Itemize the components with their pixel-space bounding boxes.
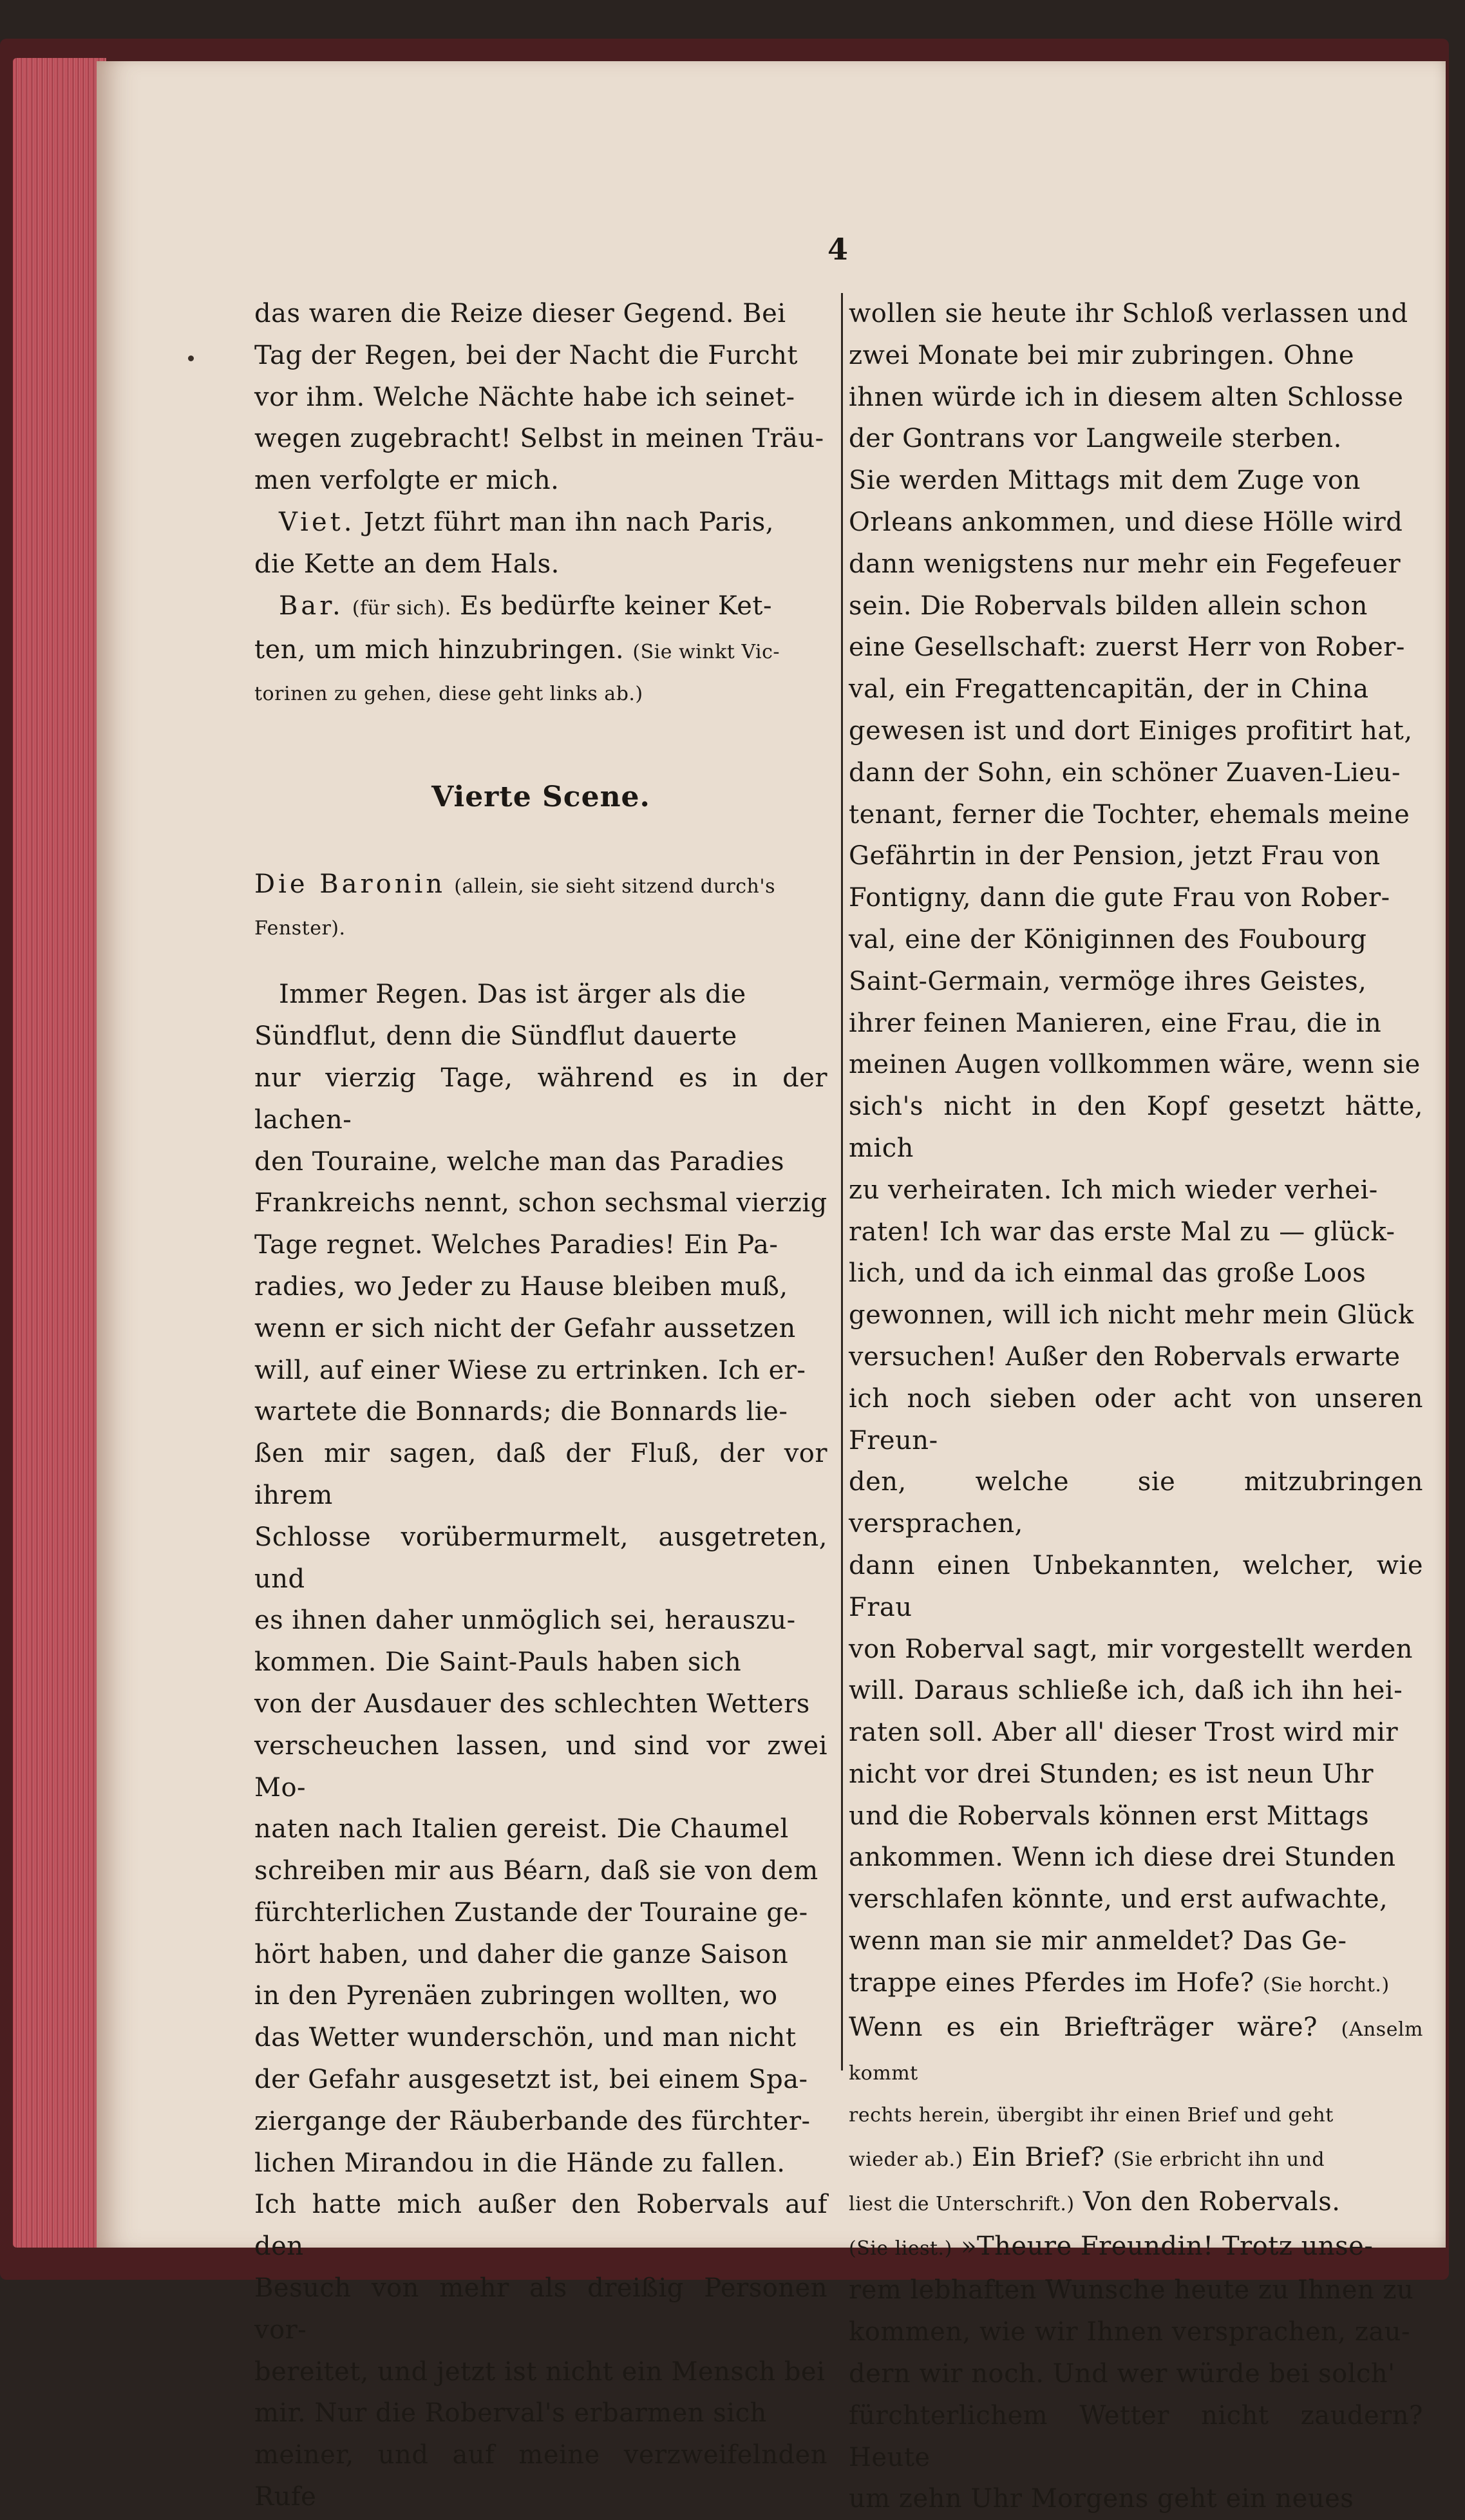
text-line: den Touraine, welche man das Paradies (254, 1146, 785, 1177)
page-number: 4 (827, 232, 849, 267)
text-line: fürchterlichen Zustande der Touraine ge- (254, 1897, 808, 1928)
text-line: wenn man sie mir anmeldet? Das Ge- (849, 1926, 1347, 1956)
text-line: eine Gesellschaft: zuerst Herr von Rober- (849, 632, 1405, 663)
text-line: vor ihm. Welche Nächte habe ich seinet- (254, 382, 795, 412)
text-line: sein. Die Robervals bilden allein schon (849, 591, 1368, 621)
dialogue-text: Wenn es ein Briefträger wäre? (849, 2012, 1318, 2042)
text-line: Immer Regen. Das ist ärger als die (279, 980, 746, 1010)
text-line: dern wir noch. Und wer würde bei solch' (849, 2359, 1395, 2389)
left-column (254, 293, 827, 2518)
text-line: verschlafen könnte, und erst aufwachte, (849, 1884, 1388, 1915)
text-line: zu verheiraten. Ich mich wieder verhei- (849, 1175, 1378, 1205)
mixed-line (849, 1962, 1423, 2007)
stage-direction: (Sie erbricht ihn und (1113, 2148, 1325, 2172)
text-line: der Gontrans vor Langweile sterben. (849, 424, 1342, 454)
text-line: nicht vor drei Stunden; es ist neun Uhr (849, 1759, 1374, 1789)
text-line: den, welche sie mitzubringen versprachen, (849, 1467, 1423, 1539)
stage-direction: (Sie horcht.) (1262, 1973, 1390, 1996)
text-line: das Wetter wunderschön, und man nicht (254, 2023, 797, 2053)
text-line: ihrer feinen Manieren, eine Frau, die in (849, 1008, 1382, 1038)
dialogue-line (254, 502, 827, 544)
text-line: Ich hatte mich außer den Robervals auf den (254, 2190, 827, 2262)
dialogue-line (254, 585, 827, 630)
text-line: wollen sie heute ihr Schloß verlassen und (849, 299, 1408, 328)
text-line: ankommen. Wenn ich diese drei Stunden (849, 1843, 1396, 1873)
text-line: rem lebhaften Wunsche heute zu Ihnen zu (849, 2275, 1414, 2306)
text-line: Fontigny, dann die gute Frau von Rober- (849, 883, 1390, 913)
text-line: ziergange der Räuberbande des fürchter- (254, 2106, 811, 2136)
dialogue-text: Es bedürfte keiner Ket- (459, 591, 772, 621)
mixed-line (849, 2137, 1423, 2181)
mixed-line (849, 2181, 1423, 2226)
text-line: in den Pyrenäen zubringen wollten, wo (254, 1981, 778, 2011)
right-column (849, 293, 1423, 2520)
text-line: die Kette an dem Hals. (254, 549, 560, 579)
dialogue-line (254, 629, 827, 674)
text-line: wegen zugebracht! Selbst in meinen Träu- (254, 424, 824, 454)
mixed-line (849, 2007, 1423, 2096)
text-line: tenant, ferner die Tochter, ehemals meine (849, 799, 1410, 829)
scene-title: Vierte Scene. (431, 780, 650, 813)
text-line: raten soll. Aber all' dieser Trost wird mir (849, 1718, 1399, 1748)
text-line: von der Ausdauer des schlechten Wetters (254, 1689, 810, 1719)
dialogue-text: trappe eines Pferdes im Hofe? (849, 1967, 1254, 1998)
text-line: wenn er sich nicht der Gefahr aussetzen (254, 1313, 796, 1343)
margin-mark (188, 355, 194, 361)
stage-direction: liest die Unterschrift.) (849, 2192, 1075, 2215)
text-line: hört haben, und daher die ganze Saison (254, 1939, 789, 1969)
dialogue-text: »Theure Freundin! Trotz unse- (961, 2231, 1374, 2261)
text-line: gewesen ist und dort Einiges profitirt hat, (849, 715, 1413, 746)
text-line: fürchterlichem Wetter nicht zaudern? Heute (849, 2400, 1423, 2472)
text-line: will, auf einer Wiese zu ertrinken. Ich er- (254, 1355, 806, 1385)
text-line: bereitet, und jetzt ist nicht ein Mensch bei (254, 2356, 826, 2387)
text-line: will. Daraus schließe ich, daß ich ihn hei- (849, 1676, 1403, 1706)
speaker-line (254, 864, 827, 908)
text-line: raten! Ich war das erste Mal zu — glück- (849, 1217, 1395, 1247)
text-line: nur vierzig Tage, während es in der lachen- (254, 1063, 827, 1135)
text-line: verscheuchen lassen, und sind vor zwei Mo- (254, 1730, 827, 1803)
text-line: wartete die Bonnards; die Bonnards lie- (254, 1397, 788, 1427)
speaker-name: Viet. (279, 507, 355, 537)
text-line: um zehn Uhr Morgens geht ein neues (849, 2484, 1354, 2514)
text-line: lichen Mirandou in die Hände zu fallen. (254, 2148, 786, 2178)
stage-direction: (Anselm kommt (849, 2018, 1423, 2085)
stage-direction: Fenster). (254, 916, 346, 940)
text-line: dann der Sohn, ein schöner Zuaven-Lieu- (849, 757, 1401, 788)
dialogue-text: Ein Brief? (971, 2143, 1105, 2173)
text-line: val, eine der Königinnen des Foubourg (849, 924, 1367, 954)
text-line: sich's nicht in den Kopf gesetzt hätte, mich (849, 1092, 1423, 1163)
text-line: dann einen Unbekannten, welcher, wie Frau (849, 1550, 1423, 1622)
text-line: Orleans ankommen, und diese Hölle wird (849, 507, 1403, 537)
text-line: dann wenigstens nur mehr ein Fegefeuer (849, 549, 1401, 579)
text-line: Gefährtin in der Pension, jetzt Frau von (849, 841, 1381, 871)
stage-direction: wieder ab.) (849, 2148, 963, 2172)
stage-direction: torinen zu gehen, diese geht links ab.) (254, 683, 643, 706)
text-line: meinen Augen vollkommen wäre, wenn sie (849, 1050, 1421, 1080)
text-line: von Roberval sagt, mir vorgestellt werden (849, 1634, 1413, 1664)
dialogue-text: ten, um mich hinzubringen. (254, 635, 625, 665)
text-line: lich, und da ich einmal das große Loos (849, 1258, 1366, 1289)
mixed-line (849, 2226, 1423, 2270)
text-line: mir. Nur die Roberval's erbarmen sich (254, 2398, 767, 2429)
column-divider (841, 293, 843, 2070)
text-line: der Gefahr ausgesetzt ist, bei einem Spa- (254, 2065, 808, 2095)
text-line: ich noch sieben oder acht von unseren Freun- (849, 1383, 1423, 1455)
text-line: Schlosse vorübermurmelt, ausgetreten, und (254, 1522, 827, 1594)
text-line: es ihnen daher unmöglich sei, herauszu- (254, 1606, 796, 1636)
page-edges (13, 58, 106, 2248)
text-line: Sie werden Mittags mit dem Zuge von (849, 466, 1361, 496)
dialogue-text: Jetzt führt man ihn nach Paris, (363, 507, 774, 537)
speaker-heading (254, 864, 827, 950)
speaker-name: Bar. (279, 591, 344, 621)
text-line: und die Robervals können erst Mittags (849, 1801, 1370, 1831)
text-line: das waren die Reize dieser Gegend. Bei (254, 299, 786, 328)
text-line: ßen mir sagen, daß der Fluß, der vor ihrem (254, 1439, 827, 1510)
text-line: val, ein Fregattencapitän, der in China (849, 674, 1369, 705)
stage-direction: (allein, sie sieht sitzend durch's (454, 875, 775, 898)
text-line: Tage regnet. Welches Paradies! Ein Pa- (254, 1230, 779, 1260)
text-line: meiner, und auf meine verzweifelnden Rufe (254, 2440, 827, 2512)
text-line: men verfolgte er mich. (254, 466, 560, 496)
text-line: schreiben mir aus Béarn, daß sie von dem (254, 1856, 818, 1886)
text-line: gewonnen, will ich nicht mehr mein Glück (849, 1300, 1414, 1331)
text-line: kommen. Die Saint-Pauls haben sich (254, 1647, 742, 1678)
stage-direction: (für sich). (352, 596, 451, 620)
text-line: Sündflut, denn die Sündflut dauerte (254, 1021, 737, 1052)
text-line: Tag der Regen, bei der Nacht die Furcht (254, 340, 798, 370)
text-line: Frankreichs nennt, schon sechsmal vierzig (254, 1188, 827, 1218)
text-line: versuchen! Außer den Robervals erwarte (849, 1341, 1401, 1372)
stage-direction: rechts herein, übergibt ihr einen Brief und geht (849, 2104, 1334, 2127)
stage-direction: (Sie winkt Vic- (632, 641, 780, 664)
text-line: Besuch von mehr als dreißig Personen vor- (254, 2273, 827, 2345)
text-line: ihnen würde ich in diesem alten Schlosse (849, 382, 1404, 412)
text-line: kommen, wie wir Ihnen versprachen, zau- (849, 2317, 1411, 2347)
text-line: naten nach Italien gereist. Die Chaumel (254, 1814, 789, 1844)
text-line: zwei Monate bei mir zubringen. Ohne (849, 340, 1355, 370)
text-line: radies, wo Jeder zu Hause bleiben muß, (254, 1271, 788, 1302)
dialogue-text: Von den Robervals. (1082, 2186, 1341, 2217)
text-line: Saint-Germain, vermöge ihres Geistes, (849, 966, 1367, 996)
speaker-name: Die Baronin (254, 869, 446, 899)
stage-direction: (Sie liest.) (849, 2237, 952, 2260)
